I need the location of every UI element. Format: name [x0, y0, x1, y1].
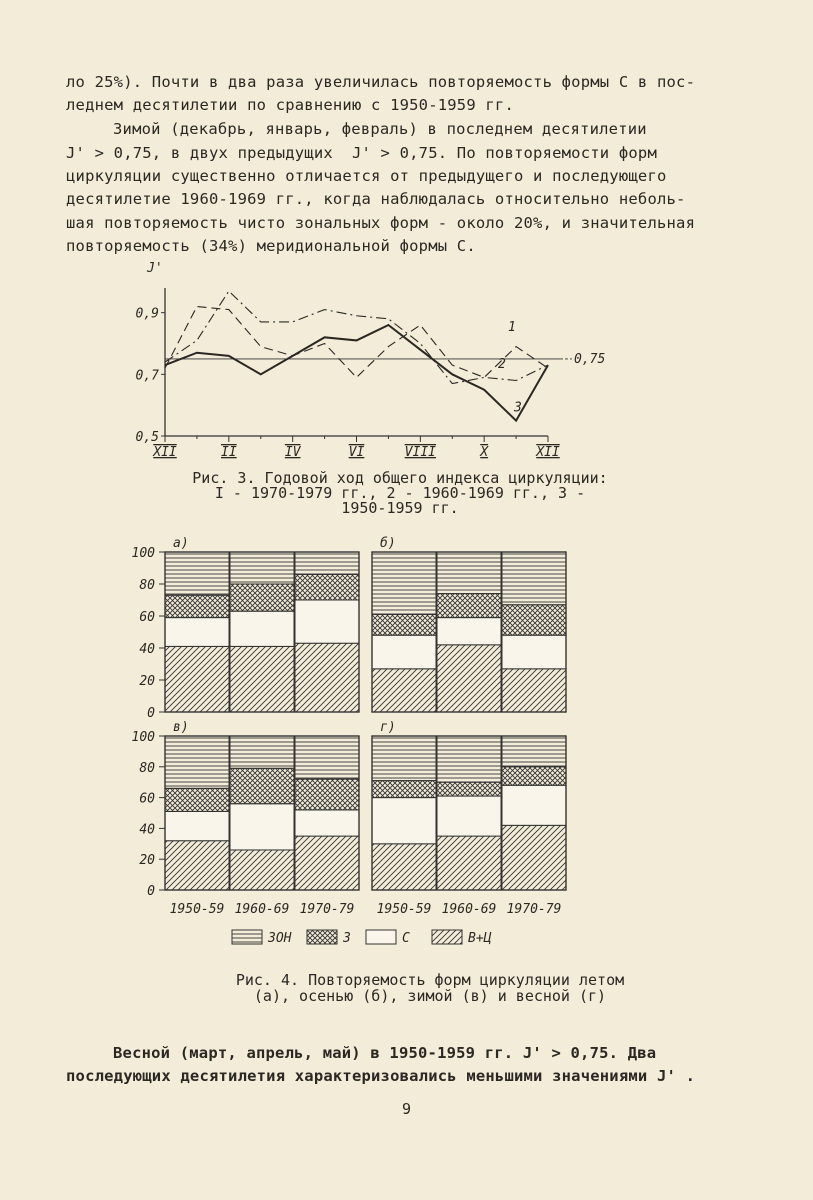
y-tick-label: 100: [131, 546, 155, 561]
y-tick-label: 80: [139, 760, 155, 776]
panel-label: г): [380, 720, 396, 735]
bar-segment-С: [372, 635, 436, 669]
bar-segment-З: [295, 779, 359, 810]
y-tick-label: 40: [139, 642, 155, 657]
text-line: ло 25%). Почти в два раза увеличилась повторяемость формы С в пос-: [66, 73, 696, 91]
bar-segment-З: [295, 574, 359, 600]
bar-segment-С: [372, 798, 436, 844]
bar-segment-В+Ц: [165, 646, 229, 712]
bar-segment-З: [230, 768, 294, 803]
text-line: Зимой (декабрь, январь, февраль) в последнем десятилетии: [113, 120, 647, 138]
panel-3: [132, 720, 359, 899]
bar-segment-З: [230, 584, 294, 611]
bar-segment-С: [502, 635, 566, 669]
x-tick-label: XII: [536, 445, 560, 460]
text-line: шая повторяемость чисто зональных форм - около 20%, и значительная: [66, 214, 696, 232]
legend-label: С: [402, 931, 410, 946]
text-line: Весной (март, апрель, май) в 1950-1959 гг. J' > 0,75. Два: [113, 1044, 657, 1062]
bar-segment-З: [502, 767, 566, 785]
x-tick-label: VI: [348, 445, 365, 460]
caption-line: I - 1970-1979 гг., 2 - 1960-1969 гг., 3 -: [214, 484, 586, 502]
x-tick-label: 1950-59: [169, 902, 225, 917]
bar-segment-В+Ц: [165, 841, 229, 890]
panel-label: б): [380, 536, 396, 551]
caption-line: Рис. 3. Годовой ход общего индекса циркуляции:: [192, 469, 608, 487]
bar-segment-В+Ц: [372, 844, 436, 890]
bar-segment-З: [437, 782, 501, 796]
y-tick-label: 0,7: [135, 368, 159, 384]
figure-4-stacked-bar-charts: [120, 528, 600, 958]
bar-segment-ЗОН: [502, 736, 566, 767]
y-tick-label: 20: [139, 853, 155, 869]
text-line: повторяемость (34%) меридиональной формы С.: [66, 237, 476, 255]
text-line: J' > 0,75, в двух предыдущих J' > 0,75. По повторяемости форм: [66, 144, 657, 162]
x-tick-label: 1950-59: [376, 902, 432, 917]
y-tick-label: 0,5: [135, 430, 159, 445]
text-line: циркуляции существенно отличается от предыдущего и последующего: [66, 167, 667, 185]
bar-segment-В+Ц: [230, 646, 294, 712]
bar-segment-В+Ц: [502, 825, 566, 890]
bar-segment-С: [295, 600, 359, 643]
bar-segment-С: [165, 811, 229, 840]
bar-segment-С: [437, 796, 501, 836]
bar-segment-В+Ц: [437, 645, 501, 712]
legend-swatch-С: [366, 930, 396, 944]
bar-segment-ЗОН: [372, 736, 436, 781]
series-3-label: 3: [514, 400, 522, 416]
y-tick-label: 60: [139, 610, 155, 625]
y-tick-label: 60: [139, 791, 155, 807]
caption-line: Рис. 4. Повторяемость форм циркуляции летом: [235, 971, 625, 989]
y-tick-label: 80: [139, 578, 155, 593]
bar-segment-З: [372, 614, 436, 635]
y-tick-label: 0,9: [135, 306, 159, 322]
bar-segment-З: [165, 788, 229, 811]
bar-segment-З: [372, 781, 436, 798]
bar-segment-ЗОН: [502, 552, 566, 605]
legend-label: В+Ц: [468, 931, 492, 946]
bar-segment-ЗОН: [437, 736, 501, 782]
text-line: десятилетие 1960-1969 гг., когда наблюдалась относительно неболь-: [66, 190, 686, 208]
panel-label: в): [173, 720, 189, 735]
bar-segment-В+Ц: [372, 669, 436, 712]
x-tick-label: X: [480, 445, 489, 460]
x-tick-label: IV: [284, 445, 301, 460]
bar-segment-З: [502, 605, 566, 635]
bar-segment-ЗОН: [165, 552, 229, 595]
bar-segment-ЗОН: [230, 736, 294, 768]
series-3-line: [165, 325, 548, 421]
reference-line-label: 0,75: [574, 351, 606, 367]
y-tick-label: 0: [147, 706, 155, 721]
y-tick-label: 0: [147, 884, 155, 899]
text-line: последующих десятилетия характеризовались меньшими значениями J' .: [66, 1067, 696, 1085]
y-tick-label: 40: [139, 822, 155, 838]
bar-segment-ЗОН: [437, 552, 501, 594]
bar-segment-С: [437, 618, 501, 645]
series-2-line: [165, 291, 548, 384]
bar-segment-ЗОН: [295, 736, 359, 779]
x-tick-label: 1970-79: [506, 902, 562, 917]
caption-line: 1950-1959 гг.: [341, 499, 459, 517]
legend-label: ЗОН: [268, 931, 292, 946]
bar-segment-ЗОН: [295, 552, 359, 574]
series-1-line: [165, 307, 548, 378]
bar-segment-В+Ц: [502, 669, 566, 712]
y-axis-label: J': [147, 261, 163, 276]
legend-swatch-З: [307, 930, 337, 944]
x-tick-label: XII: [153, 445, 177, 460]
bar-segment-ЗОН: [372, 552, 436, 614]
panel-4: [372, 720, 566, 890]
bar-segment-З: [165, 595, 229, 617]
x-tick-label: II: [221, 445, 237, 460]
x-tick-label: 1960-69: [234, 902, 290, 917]
bar-segment-С: [230, 611, 294, 646]
bar-segment-В+Ц: [295, 836, 359, 890]
panel-2: [372, 536, 566, 712]
legend-swatch-В+Ц: [432, 930, 462, 944]
bar-segment-С: [295, 810, 359, 836]
series-1-label: 1: [508, 320, 516, 336]
text-line: леднем десятилетии по сравнению с 1950-1959 гг.: [66, 96, 514, 114]
bar-segment-В+Ц: [437, 836, 501, 890]
y-tick-label: 100: [131, 730, 155, 745]
bar-segment-ЗОН: [230, 552, 294, 584]
bar-segment-В+Ц: [230, 850, 294, 890]
y-tick-label: 20: [139, 674, 155, 689]
legend-swatch-ЗОН: [232, 930, 262, 944]
x-tick-label: VIII: [404, 445, 436, 460]
panel-label: а): [173, 536, 189, 551]
x-tick-label: 1970-79: [299, 902, 355, 917]
bar-segment-С: [165, 618, 229, 647]
bar-segment-С: [230, 804, 294, 850]
legend-label: З: [343, 931, 351, 946]
page-number: 9: [401, 1100, 412, 1118]
caption-line: (а), осенью (б), зимой (в) и весной (г): [253, 987, 607, 1005]
series-2-label: 2: [498, 357, 506, 373]
panel-1: [132, 536, 359, 721]
bar-segment-В+Ц: [295, 643, 359, 712]
bar-segment-З: [437, 594, 501, 618]
x-tick-label: 1960-69: [441, 902, 497, 917]
bar-segment-ЗОН: [165, 736, 229, 788]
bar-segment-С: [502, 785, 566, 825]
figure-3-line-chart: [120, 258, 680, 468]
